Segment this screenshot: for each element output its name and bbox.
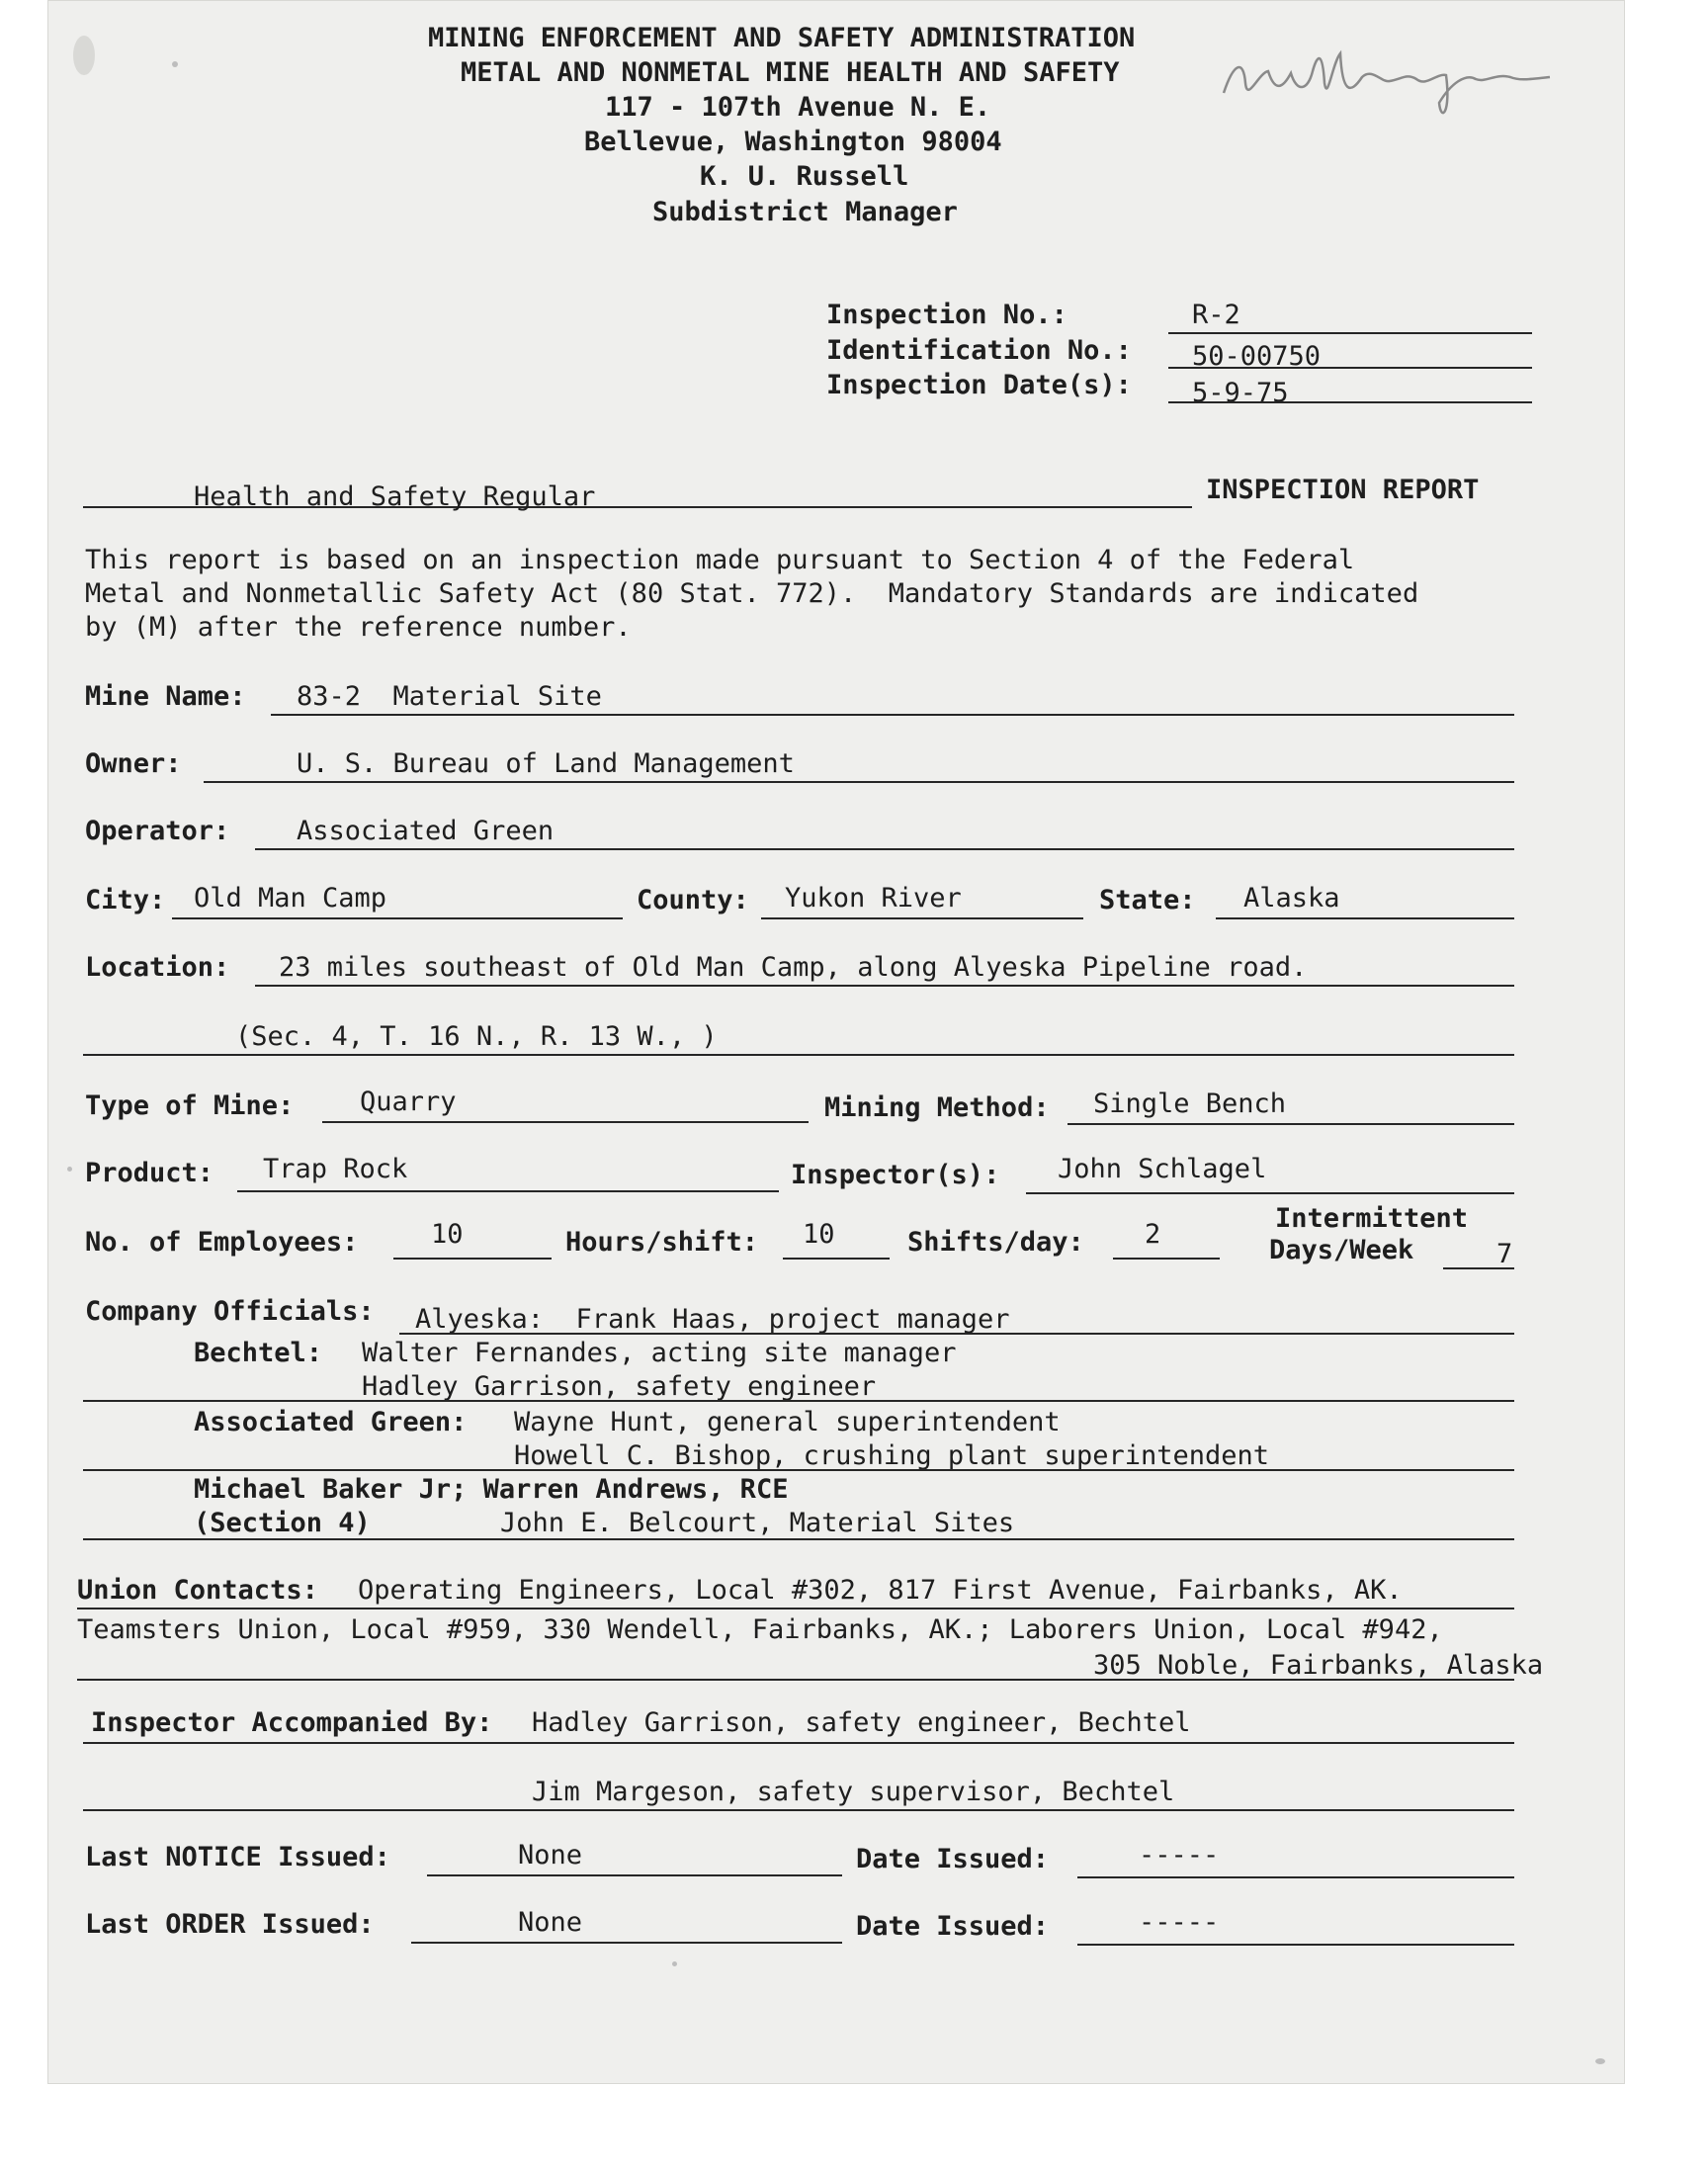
division-name: METAL AND NONMETAL MINE HEALTH AND SAFETY: [461, 57, 1120, 88]
order-date-value: -----: [1139, 1907, 1220, 1938]
mine-type-value: Quarry: [360, 1087, 457, 1117]
handwritten-signature: [1214, 44, 1570, 123]
employees-underline: [393, 1258, 552, 1260]
belcourt-line: John E. Belcourt, Material Sites: [500, 1508, 1015, 1538]
accompanied-label: Inspector Accompanied By:: [91, 1707, 493, 1738]
inspectors-underline: [1026, 1192, 1514, 1194]
bechtel-line-2: Hadley Garrison, safety engineer: [362, 1371, 877, 1402]
officials-alyeska: Alyeska: Frank Haas, project manager: [415, 1304, 1010, 1335]
hours-underline: [783, 1258, 890, 1260]
address-line-1: 117 - 107th Avenue N. E.: [605, 92, 991, 123]
inspection-no-underline: [1168, 332, 1532, 334]
owner-underline: [204, 781, 1514, 783]
union-underline-1: [77, 1608, 1514, 1610]
bechtel-label: Bechtel:: [194, 1338, 323, 1368]
mine-type-underline: [322, 1121, 809, 1123]
shifts-label: Shifts/day:: [907, 1227, 1084, 1258]
intro-line-1: This report is based on an inspection made pursuant to Section 4 of the Federal: [85, 545, 1355, 575]
operator-value: Associated Green: [297, 816, 555, 846]
accompanied-line-1: Hadley Garrison, safety engineer, Bechtel: [532, 1707, 1191, 1738]
last-notice-label: Last NOTICE Issued:: [85, 1842, 390, 1872]
employees-label: No. of Employees:: [85, 1227, 359, 1258]
operator-underline: [255, 848, 1514, 850]
manager-title: Subdistrict Manager: [652, 197, 958, 227]
inspectors-value: John Schlagel: [1058, 1154, 1267, 1184]
last-order-value: None: [518, 1907, 583, 1938]
location-line-1: 23 miles southeast of Old Man Camp, along Alyeska Pipeline road.: [279, 952, 1308, 983]
inspection-dates-underline: [1168, 401, 1532, 403]
identification-no-underline: [1168, 367, 1532, 369]
inspection-dates-label: Inspection Date(s):: [826, 370, 1132, 400]
last-order-label: Last ORDER Issued:: [85, 1909, 375, 1940]
accompanied-underline-1: [83, 1742, 1514, 1744]
officials-label: Company Officials:: [85, 1296, 375, 1327]
officials-underline-4: [83, 1538, 1514, 1540]
notice-date-label: Date Issued:: [856, 1844, 1050, 1874]
owner-label: Owner:: [85, 748, 182, 779]
mine-name-value: 83-2 Material Site: [297, 681, 602, 712]
identification-no-value: 50-00750: [1192, 341, 1322, 372]
mine-name-label: Mine Name:: [85, 681, 246, 712]
intro-line-2: Metal and Nonmetallic Safety Act (80 Stat. 772). Mandatory Standards are indicated: [85, 578, 1419, 609]
officials-underline-2: [83, 1400, 1514, 1402]
officials-underline-1: [399, 1333, 1514, 1335]
county-underline: [761, 917, 1083, 919]
location-label: Location:: [85, 952, 230, 983]
union-underline-2: [77, 1679, 1514, 1681]
state-value: Alaska: [1243, 883, 1340, 914]
associated-green-line-2: Howell C. Bishop, crushing plant superintendent: [514, 1440, 1270, 1471]
accompanied-underline-2: [83, 1809, 1514, 1811]
operator-label: Operator:: [85, 816, 230, 846]
scan-speck: [73, 36, 95, 75]
location-underline-1: [255, 985, 1514, 987]
manager-name: K. U. Russell: [700, 161, 909, 192]
union-label: Union Contacts:: [77, 1575, 318, 1606]
order-date-label: Date Issued:: [856, 1911, 1050, 1942]
accompanied-line-2: Jim Margeson, safety supervisor, Bechtel: [532, 1777, 1175, 1807]
section-4-label: (Section 4): [194, 1508, 371, 1538]
report-title: INSPECTION REPORT: [1206, 475, 1480, 505]
county-value: Yukon River: [785, 883, 962, 914]
inspectors-label: Inspector(s):: [791, 1160, 1000, 1190]
inspection-no-label: Inspection No.:: [826, 300, 1068, 330]
scan-speck: [172, 61, 178, 67]
address-line-2: Bellevue, Washington 98004: [584, 127, 1002, 157]
scan-speck: [672, 1961, 677, 1966]
mining-method-value: Single Bench: [1093, 1088, 1287, 1119]
location-underline-2: [83, 1054, 1514, 1056]
employees-value: 10: [431, 1219, 464, 1250]
inspection-dates-value: 5-9-75: [1192, 378, 1289, 408]
associated-green-label: Associated Green:: [194, 1407, 468, 1437]
agency-name: MINING ENFORCEMENT AND SAFETY ADMINISTRATION: [428, 23, 1136, 53]
hours-label: Hours/shift:: [565, 1227, 759, 1258]
officials-underline-3: [83, 1469, 1514, 1471]
shifts-value: 2: [1145, 1219, 1161, 1250]
document-page: [47, 0, 1625, 2084]
report-type: Health and Safety Regular: [194, 481, 596, 512]
identification-no-label: Identification No.:: [826, 335, 1132, 366]
state-label: State:: [1099, 885, 1196, 915]
city-value: Old Man Camp: [194, 883, 387, 914]
scan-speck: [67, 1167, 72, 1172]
mine-type-label: Type of Mine:: [85, 1090, 295, 1121]
union-line-2: Teamsters Union, Local #959, 330 Wendell, Fairbanks, AK.; Laborers Union, Local #942,: [77, 1614, 1443, 1645]
inspection-no-value: R-2: [1192, 300, 1240, 330]
union-line-1: Operating Engineers, Local #302, 817 First Avenue, Fairbanks, AK.: [358, 1575, 1403, 1606]
location-line-2: (Sec. 4, T. 16 N., R. 13 W., ): [235, 1021, 718, 1052]
product-value: Trap Rock: [263, 1154, 408, 1184]
bechtel-line-1: Walter Fernandes, acting site manager: [362, 1338, 957, 1368]
notice-date-underline: [1077, 1876, 1514, 1878]
owner-value: U. S. Bureau of Land Management: [297, 748, 795, 779]
last-notice-value: None: [518, 1840, 583, 1870]
days-value: 7: [1496, 1239, 1513, 1269]
associated-green-line-1: Wayne Hunt, general superintendent: [514, 1407, 1061, 1437]
mining-method-label: Mining Method:: [824, 1092, 1050, 1123]
scan-speck: [1595, 2058, 1605, 2064]
state-underline: [1216, 917, 1514, 919]
last-order-underline: [411, 1942, 842, 1944]
union-line-3: 305 Noble, Fairbanks, Alaska: [1093, 1650, 1544, 1681]
order-date-underline: [1077, 1944, 1514, 1946]
hours-value: 10: [803, 1219, 835, 1250]
mine-name-underline: [271, 714, 1514, 716]
product-underline: [237, 1190, 779, 1192]
county-label: County:: [637, 885, 749, 915]
intermittent-label: Intermittent: [1275, 1203, 1469, 1234]
mining-method-underline: [1068, 1123, 1514, 1125]
notice-date-value: -----: [1139, 1840, 1220, 1870]
days-label: Days/Week: [1269, 1235, 1414, 1265]
intro-line-3: by (M) after the reference number.: [85, 612, 632, 643]
baker-line: Michael Baker Jr; Warren Andrews, RCE: [194, 1474, 789, 1505]
city-label: City:: [85, 885, 166, 915]
last-notice-underline: [427, 1874, 842, 1876]
days-underline: [1443, 1267, 1514, 1269]
city-underline: [172, 917, 623, 919]
product-label: Product:: [85, 1158, 214, 1188]
shifts-underline: [1113, 1258, 1220, 1260]
